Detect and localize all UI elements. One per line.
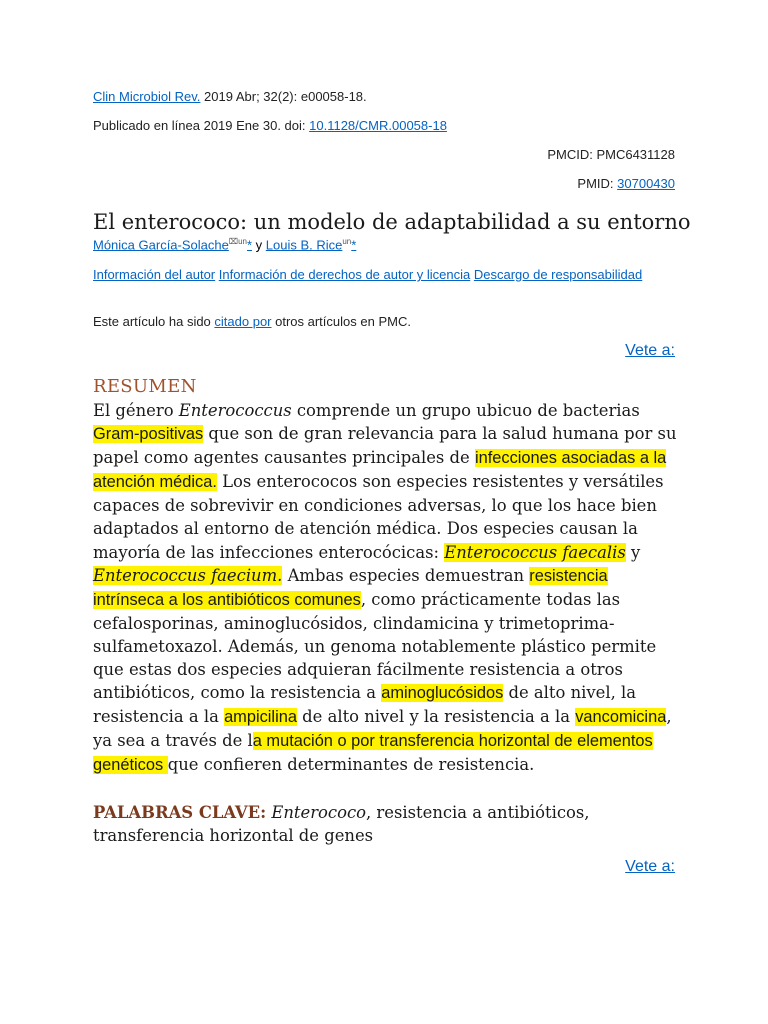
- author-garcia-solache-link[interactable]: Mónica García-Solache: [93, 237, 229, 253]
- highlight-healthcare-infections: infecciones asociadas a la atención médica.: [93, 449, 667, 492]
- author2-star-link[interactable]: *: [351, 237, 357, 253]
- highlight-intrinsic-resistance: resistencia intrínseca a los antibióticos comunes: [93, 566, 608, 609]
- pmid-line: [577, 176, 675, 191]
- highlight-mutation-transfer: a mutación o por transferencia horizontal de elementos genéticos: [93, 732, 653, 775]
- cited-suffix: otros artículos en PMC.: [271, 314, 411, 329]
- abstract-text: Ambas especies demuestran: [282, 565, 530, 585]
- highlight-e-faecium: Enterococcus faecium.: [93, 565, 283, 585]
- keywords-heading: PALABRAS CLAVE:: [93, 803, 267, 822]
- abstract-text: que confieren determinantes de resistencia.: [167, 755, 535, 775]
- cited-prefix: Este artículo ha sido: [93, 314, 215, 329]
- abstract-text: que son de gran relevancia para la salud humana por su papel como agentes causantes principales de: [93, 424, 677, 468]
- author-rice-link[interactable]: Louis B. Rice: [265, 237, 343, 253]
- copyright-info-link[interactable]: Información de derechos de autor y licencia: [218, 267, 471, 282]
- journal-link[interactable]: Clin Microbiol Rev.: [93, 89, 201, 104]
- published-line: [93, 118, 447, 133]
- published-text: Publicado en línea 2019 Ene 30. doi:: [93, 118, 310, 133]
- article-title: El enterococo: un modelo de adaptabilidad a su entorno: [93, 210, 691, 234]
- abstract-text: , como prácticamente todas las cefalosporinas, aminoglucósidos, clindamicina y trimetoprima-sulfametoxazol. Además, un genoma notablemente plástico permite que estas dos especies adquieran fácilmente resistencia a otros antibióticos, como la resistencia a: [93, 589, 657, 703]
- cited-by-link[interactable]: citado por: [214, 314, 272, 329]
- abstract-body: [93, 399, 678, 778]
- cited-by-line: [93, 314, 411, 329]
- highlight-vancomycin: vancomicina: [575, 708, 667, 727]
- author2-affiliation-sup: un: [342, 237, 352, 246]
- citation-line: [93, 89, 367, 104]
- abstract-text: de alto nivel, la resistencia a la: [93, 683, 637, 727]
- author-separator: y: [252, 237, 266, 253]
- abstract-text: y: [625, 542, 641, 562]
- goto-link-bottom[interactable]: Vete a:: [625, 858, 675, 875]
- authors-line: [93, 237, 356, 252]
- journal-details: 2019 Abr; 32(2): e00058-18.: [200, 89, 367, 104]
- abstract-text: , ya sea a través de l: [93, 707, 672, 751]
- pmid-label: PMID:: [577, 176, 618, 191]
- abstract-text: de alto nivel y la resistencia a la: [296, 707, 576, 727]
- highlight-gram-positive: Gram-positivas: [93, 425, 204, 444]
- info-links: [93, 265, 653, 284]
- author1-affiliation-sup: ⌧un: [228, 237, 247, 246]
- abstract-text: Los enterococos son especies resistentes y versátiles capaces de sobrevivir en condiciones adversas, lo que los hace bien adaptados al entorno de atención médica. Dos especies causan la mayoría de las infecciones enterocócicas:: [93, 472, 664, 562]
- disclaimer-link[interactable]: Descargo de responsabilidad: [473, 267, 643, 282]
- pmcid-line: PMCID: PMC6431128: [547, 147, 675, 162]
- keywords-rest: , resistencia a antibióticos, transferencia horizontal de genes: [93, 803, 590, 846]
- abstract-text: El género: [93, 401, 179, 420]
- doi-link[interactable]: 10.1128/CMR.00058-18: [309, 118, 447, 133]
- highlight-e-faecalis: Enterococcus faecalis: [444, 542, 626, 562]
- abstract-genus: Enterococcus: [178, 401, 292, 420]
- abstract-heading: RESUMEN: [93, 376, 197, 397]
- highlight-ampicillin: ampicilina: [224, 708, 297, 727]
- keyword-enterococo: Enterococo: [271, 803, 367, 822]
- goto-link-top[interactable]: Vete a:: [625, 342, 675, 359]
- abstract-text: comprende un grupo ubicuo de bacterias: [291, 401, 640, 420]
- pmid-link[interactable]: 30700430: [617, 176, 675, 191]
- author-info-link[interactable]: Información del autor: [93, 267, 216, 282]
- highlight-aminoglycosides: aminoglucósidos: [381, 684, 504, 703]
- author1-star-link[interactable]: *: [246, 237, 253, 253]
- keywords: [93, 801, 678, 847]
